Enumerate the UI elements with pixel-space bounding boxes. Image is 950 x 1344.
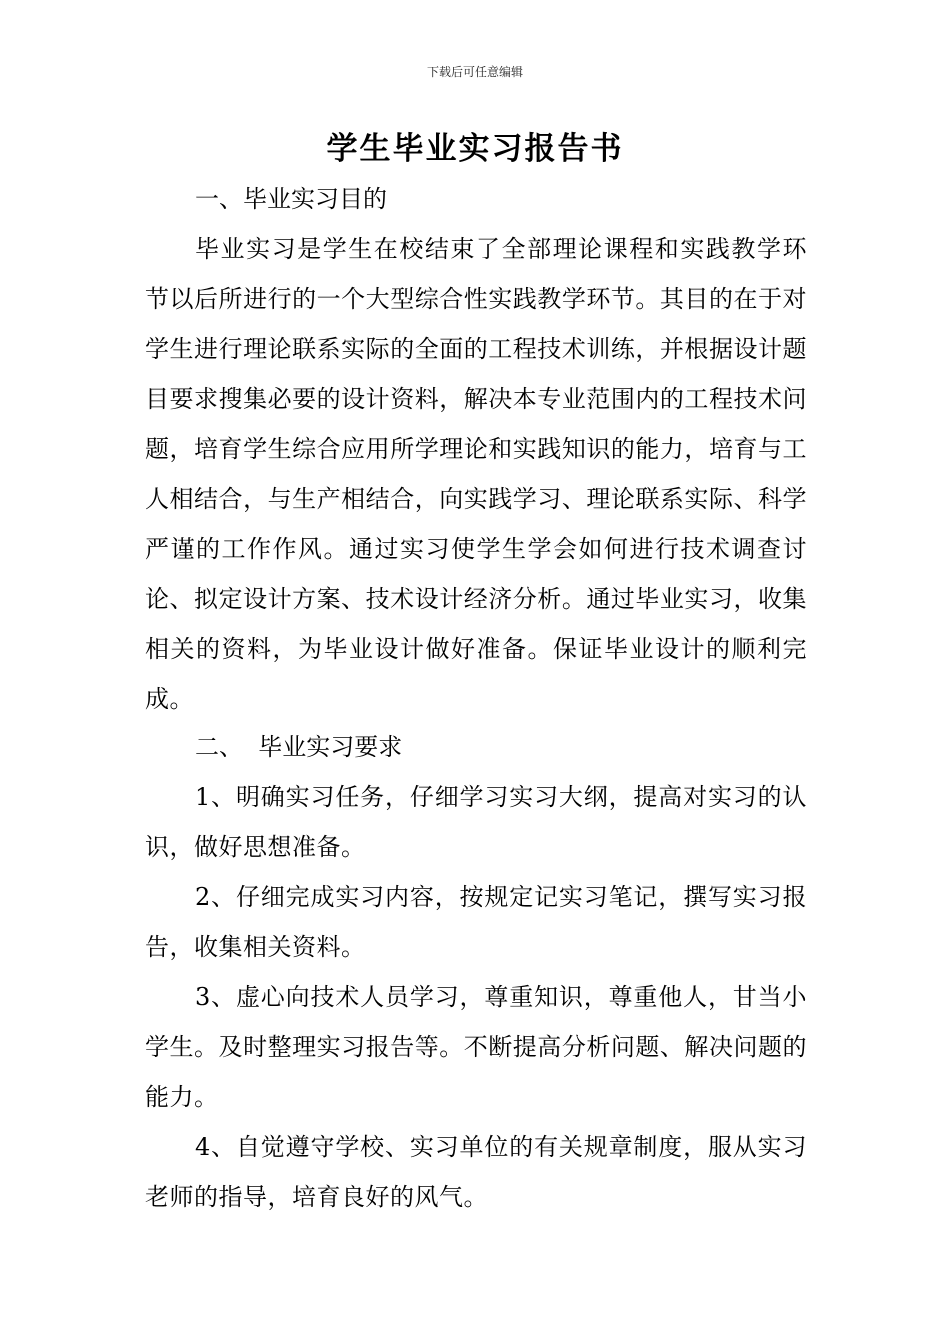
document-title: 学生毕业实习报告书 (326, 131, 624, 167)
requirement-item: 2、仔细完成实习内容，按规定记实习笔记，撰写实习报告，收集相关资料。 (145, 883, 807, 961)
header-note: 下载后可任意编辑 (426, 65, 523, 79)
section-1-body (145, 224, 807, 724)
requirement-item: 4、自觉遵守学校、实习单位的有关规章制度，服从实习老师的指导，培育良好的风气。 (145, 1133, 807, 1211)
section-1-paragraph: 毕业实习是学生在校结束了全部理论课程和实践教学环节以后所进行的一个大型综合性实践教学环节。其目的在于对学生进行理论联系实际的全面的工程技术训练，并根据设计题目要求搜集必要的设计资料，解决本专业范围内的工程技术问题，培育学生综合应用所学理论和实践知识的能力，培育与工人相结合，与生产相结合，向实践学习、理论联系实际、科学严谨的工作作风。通过实习使学生学会如何进行技术调查讨论、拟定设计方案、技术设计经济分析。通过毕业实习，收集相关的资料，为毕业设计做好准备。保证毕业设计的顺利完成。 (145, 235, 807, 713)
section-2-heading: 二、 毕业实习要求 (195, 733, 403, 761)
section-2-item-3 (145, 972, 807, 1122)
requirement-item: 1、明确实习任务，仔细学习实习大纲，提高对实习的认识，做好思想准备。 (145, 783, 807, 861)
section-1-heading: 一、毕业实习目的 (195, 185, 387, 213)
section-2-item-1 (145, 772, 807, 872)
section-2-item-2 (145, 872, 807, 972)
requirement-item: 3、虚心向技术人员学习，尊重知识，尊重他人，甘当小学生。及时整理实习报告等。不断提高分析问题、解决问题的能力。 (145, 983, 807, 1111)
section-2-item-4 (145, 1122, 807, 1222)
